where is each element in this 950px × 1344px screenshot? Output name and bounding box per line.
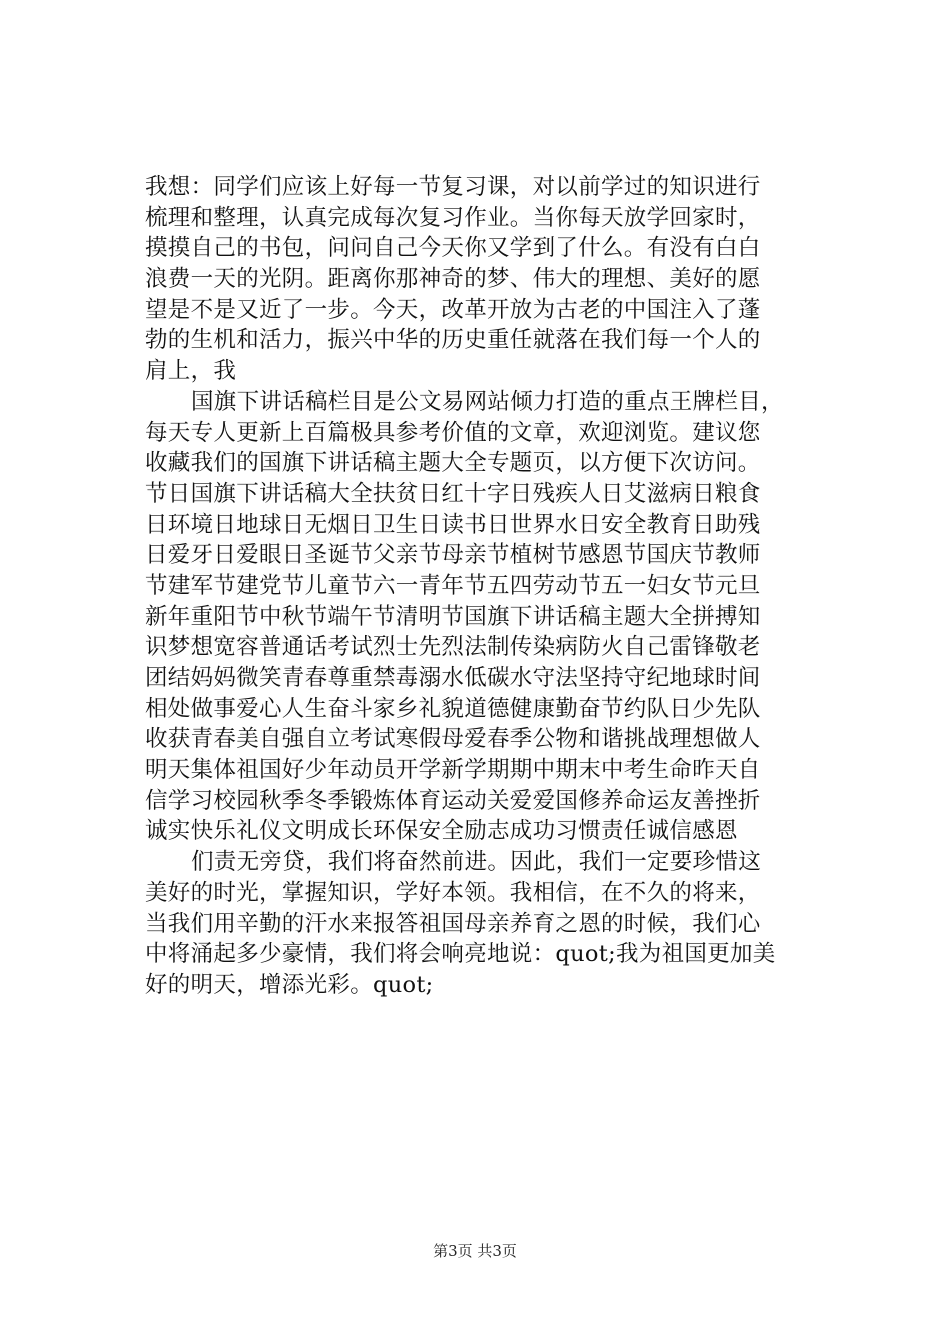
text-line: 摸摸自己的书包，问问自己今天你又学到了什么。有没有白白 — [145, 235, 761, 262]
paragraph-1 — [145, 172, 815, 387]
text-line: 国旗下讲话稿栏目是公文易网站倾力打造的重点王牌栏目， — [191, 388, 784, 415]
text-line: 明天集体祖国好少年动员开学新学期期中期末中考生命昨天自 — [145, 757, 761, 784]
text-line: 收获青春美自强自立考试寒假母爱春季公物和谐挑战理想做人 — [145, 726, 761, 753]
document-body — [145, 172, 815, 1001]
text-line: 肩上，我 — [145, 358, 237, 385]
text-line: 新年重阳节中秋节端午节清明节国旗下讲话稿主题大全拼搏知 — [145, 603, 761, 630]
text-line: 日环境日地球日无烟日卫生日读书日世界水日安全教育日助残 — [145, 511, 761, 538]
text-line: 们责无旁贷，我们将奋然前进。因此，我们一定要珍惜这 — [191, 849, 762, 876]
text-line: 中将涌起多少豪情，我们将会响亮地说：quot;我为祖国更加美 — [145, 941, 776, 968]
text-line: 信学习校园秋季冬季锻炼体育运动关爱爱国修养命运友善挫折 — [145, 787, 761, 814]
text-line: 我想：同学们应该上好每一节复习课，对以前学过的知识进行 — [145, 174, 761, 200]
text-line: 浪费一天的光阴。距离你那神奇的梦、伟大的理想、美好的愿 — [145, 266, 761, 293]
text-line: 美好的时光，掌握知识，学好本领。我相信，在不久的将来， — [145, 879, 761, 906]
text-line: 日爱牙日爱眼日圣诞节父亲节母亲节植树节感恩节国庆节教师 — [145, 542, 761, 569]
text-line: 节建军节建党节儿童节六一青年节五四劳动节五一妇女节元旦 — [145, 572, 761, 599]
text-line: 节日国旗下讲话稿大全扶贫日红十字日残疾人日艾滋病日粮食 — [145, 480, 761, 507]
text-line: 勃的生机和活力，振兴中华的历史重任就落在我们每一个人的 — [145, 327, 761, 354]
text-line: 每天专人更新上百篇极具参考价值的文章，欢迎浏览。建议您 — [145, 419, 761, 446]
text-line: 相处做事爱心人生奋斗家乡礼貌道德健康勤奋节约队日少先队 — [145, 695, 761, 722]
text-line: 团结妈妈微笑青春尊重禁毒溺水低碳水守法坚持守纪地球时间 — [145, 665, 761, 691]
text-line: 诚实快乐礼仪文明成长环保安全励志成功习惯责任诚信感恩 — [145, 818, 738, 845]
text-line: 好的明天，增添光彩。quot; — [145, 971, 434, 998]
text-line: 梳理和整理，认真完成每次复习作业。当你每天放学回家时， — [145, 204, 761, 231]
page-footer — [0, 1240, 950, 1261]
page-number: 第3页 共3页 — [433, 1242, 517, 1260]
text-line: 收藏我们的国旗下讲话稿主题大全专题页，以方便下次访问。 — [145, 450, 761, 477]
text-line: 望是不是又近了一步。今天，改革开放为古老的中国注入了蓬 — [145, 296, 761, 323]
paragraph-2 — [145, 387, 815, 847]
paragraph-3 — [145, 847, 815, 1000]
text-line: 当我们用辛勤的汗水来报答祖国母亲养育之恩的时候，我们心 — [145, 910, 761, 937]
text-line: 识梦想宽容普通话考试烈士先烈法制传染病防火自己雷锋敬老 — [145, 634, 761, 661]
